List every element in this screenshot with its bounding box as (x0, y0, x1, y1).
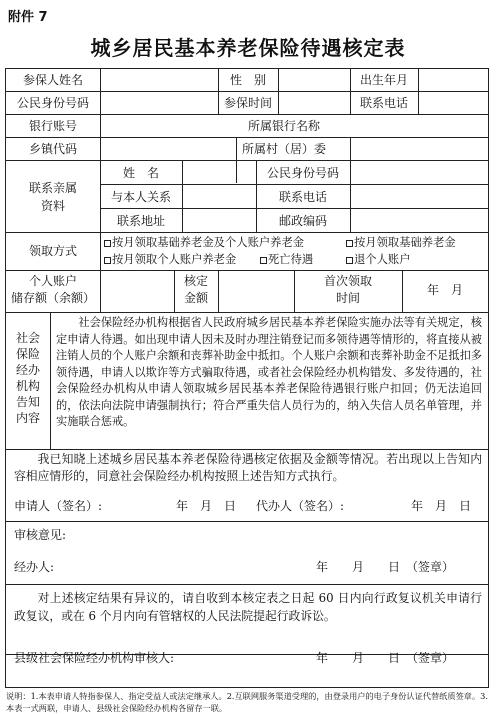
label-bank-name: 所属银行名称 (247, 119, 320, 133)
form-title: 城乡居民基本养老保险待遇核定表 (90, 36, 406, 60)
notice-side-label-1: 社会 (15, 331, 40, 345)
notice-side-label-5: 告知 (15, 395, 40, 409)
label-phone: 联系电话 (359, 96, 408, 110)
label-account-balance-line2: 储存额（余额） (10, 291, 95, 305)
checkbox-icon (104, 257, 111, 264)
declaration-text: 我已知晓上述城乡居民基本养老保险待遇核定依据及金额等情况。若出现以上告知内容相应情形的，同意社会保险经办机构按照上述告知方式执行。 (14, 452, 482, 483)
checkbox-icon (346, 240, 353, 247)
attachment-label: 附件 7 (8, 10, 48, 25)
label-approved-amount: 核定 (183, 274, 208, 288)
label-first-receipt-time: 首次领取 (323, 274, 372, 288)
label-id-number: 公民身份号码 (16, 96, 89, 110)
notice-side-label-3: 经办 (15, 363, 40, 377)
notice-side-label-2: 保险 (15, 347, 40, 361)
label-account-balance: 个人账户 (28, 274, 77, 288)
applicant-signature-label: 申请人（签名）: (14, 499, 103, 513)
label-approved-amount-line2: 金额 (183, 291, 208, 305)
option-death-benefit[interactable]: 死亡待遇 (260, 253, 313, 267)
county-reviewer-label: 县级社会保险经办机构审核人: (14, 651, 175, 665)
option-personal-only[interactable]: 按月领取个人账户养老金 (104, 253, 236, 267)
handler-label: 经办人: (14, 560, 55, 574)
checkbox-icon (104, 240, 111, 247)
label-town-code: 乡镇代码 (28, 142, 77, 156)
notice-text: 社会保险经办机构根据省人民政府城乡居民基本养老保险实施办法等有关规定，核定申请人待遇。如出现申请人因未及时办理注销登记而多领待遇等情形的，将直接从被注销人员的个人账户余额和丧葬补助金中抵扣。个人账户余额和丧葬补助金不足抵扣多领待遇，申请人以欺诈等方式骗取待遇，或者社会保险经办机构错发、多发待遇的，社会保险经办机构从申请人领取城乡居民基本养老保险待遇银行账户扣回；仍无法追回的，依法向法院申请强制执行；符合严重失信人员行为的，纳入失信人员名单管理，并实施联合惩戒。 (56, 316, 482, 428)
label-birth-date: 出生年月 (359, 73, 408, 87)
label-gender: 性 别 (229, 73, 266, 87)
handler-date-seal: 年 月 日 （签章） (316, 560, 455, 574)
notice-side-label-4: 机构 (15, 379, 40, 393)
label-relative-id: 公民身份号码 (266, 166, 339, 180)
label-relative-name: 姓 名 (122, 166, 159, 180)
notice-side-label-6: 内容 (15, 411, 40, 425)
label-relative-section-line2: 资料 (40, 199, 65, 213)
label-relationship: 与本人关系 (110, 190, 171, 204)
label-first-receipt-time-line2: 时间 (335, 291, 360, 305)
option-base-only[interactable]: 按月领取基础养老金 (346, 236, 456, 250)
label-bank-account: 银行账号 (28, 119, 77, 133)
review-opinion-label: 审核意见: (14, 528, 67, 542)
label-insured-name: 参保人姓名 (22, 73, 83, 87)
checkbox-icon (260, 257, 267, 264)
label-receive-mode: 领取方式 (28, 244, 77, 258)
agent-signature-label: 代办人（签名）: (256, 499, 345, 513)
label-relative-address: 联系地址 (116, 214, 165, 228)
agent-date: 年 月 日 (411, 499, 472, 513)
label-postcode: 邮政编码 (278, 214, 327, 228)
appeal-text: 对上述核定结果有异议的，请自收到本核定表之日起 60 日内向行政复议机关申请行政复议，或在 6 个月内向有管辖权的人民法院提起行政诉讼。 (14, 591, 482, 623)
option-base-and-personal[interactable]: 按月领取基础养老金及个人账户养老金 (104, 236, 304, 250)
label-year-month: 年 月 (426, 283, 463, 297)
label-join-time: 参保时间 (223, 96, 272, 110)
label-relative-section: 联系亲属 (28, 181, 77, 195)
county-reviewer-date-seal: 年 月 日 （签章） (316, 651, 455, 665)
label-village: 所属村（居）委 (241, 142, 326, 156)
footnote: 说明：1.本表申请人特指参保人、指定受益人或法定继承人。2.互联网服务渠道受理的，由登录用户的电子身份认证代替纸质签章。3.本表一式两联，申请人、县级社会保险经办机构各留存一联。 (6, 691, 488, 713)
option-refund-account[interactable]: 退个人账户 (346, 253, 411, 267)
approval-form-table (5, 68, 489, 688)
label-relative-phone: 联系电话 (278, 190, 327, 204)
applicant-date: 年 月 日 (176, 499, 237, 513)
checkbox-icon (346, 257, 353, 264)
